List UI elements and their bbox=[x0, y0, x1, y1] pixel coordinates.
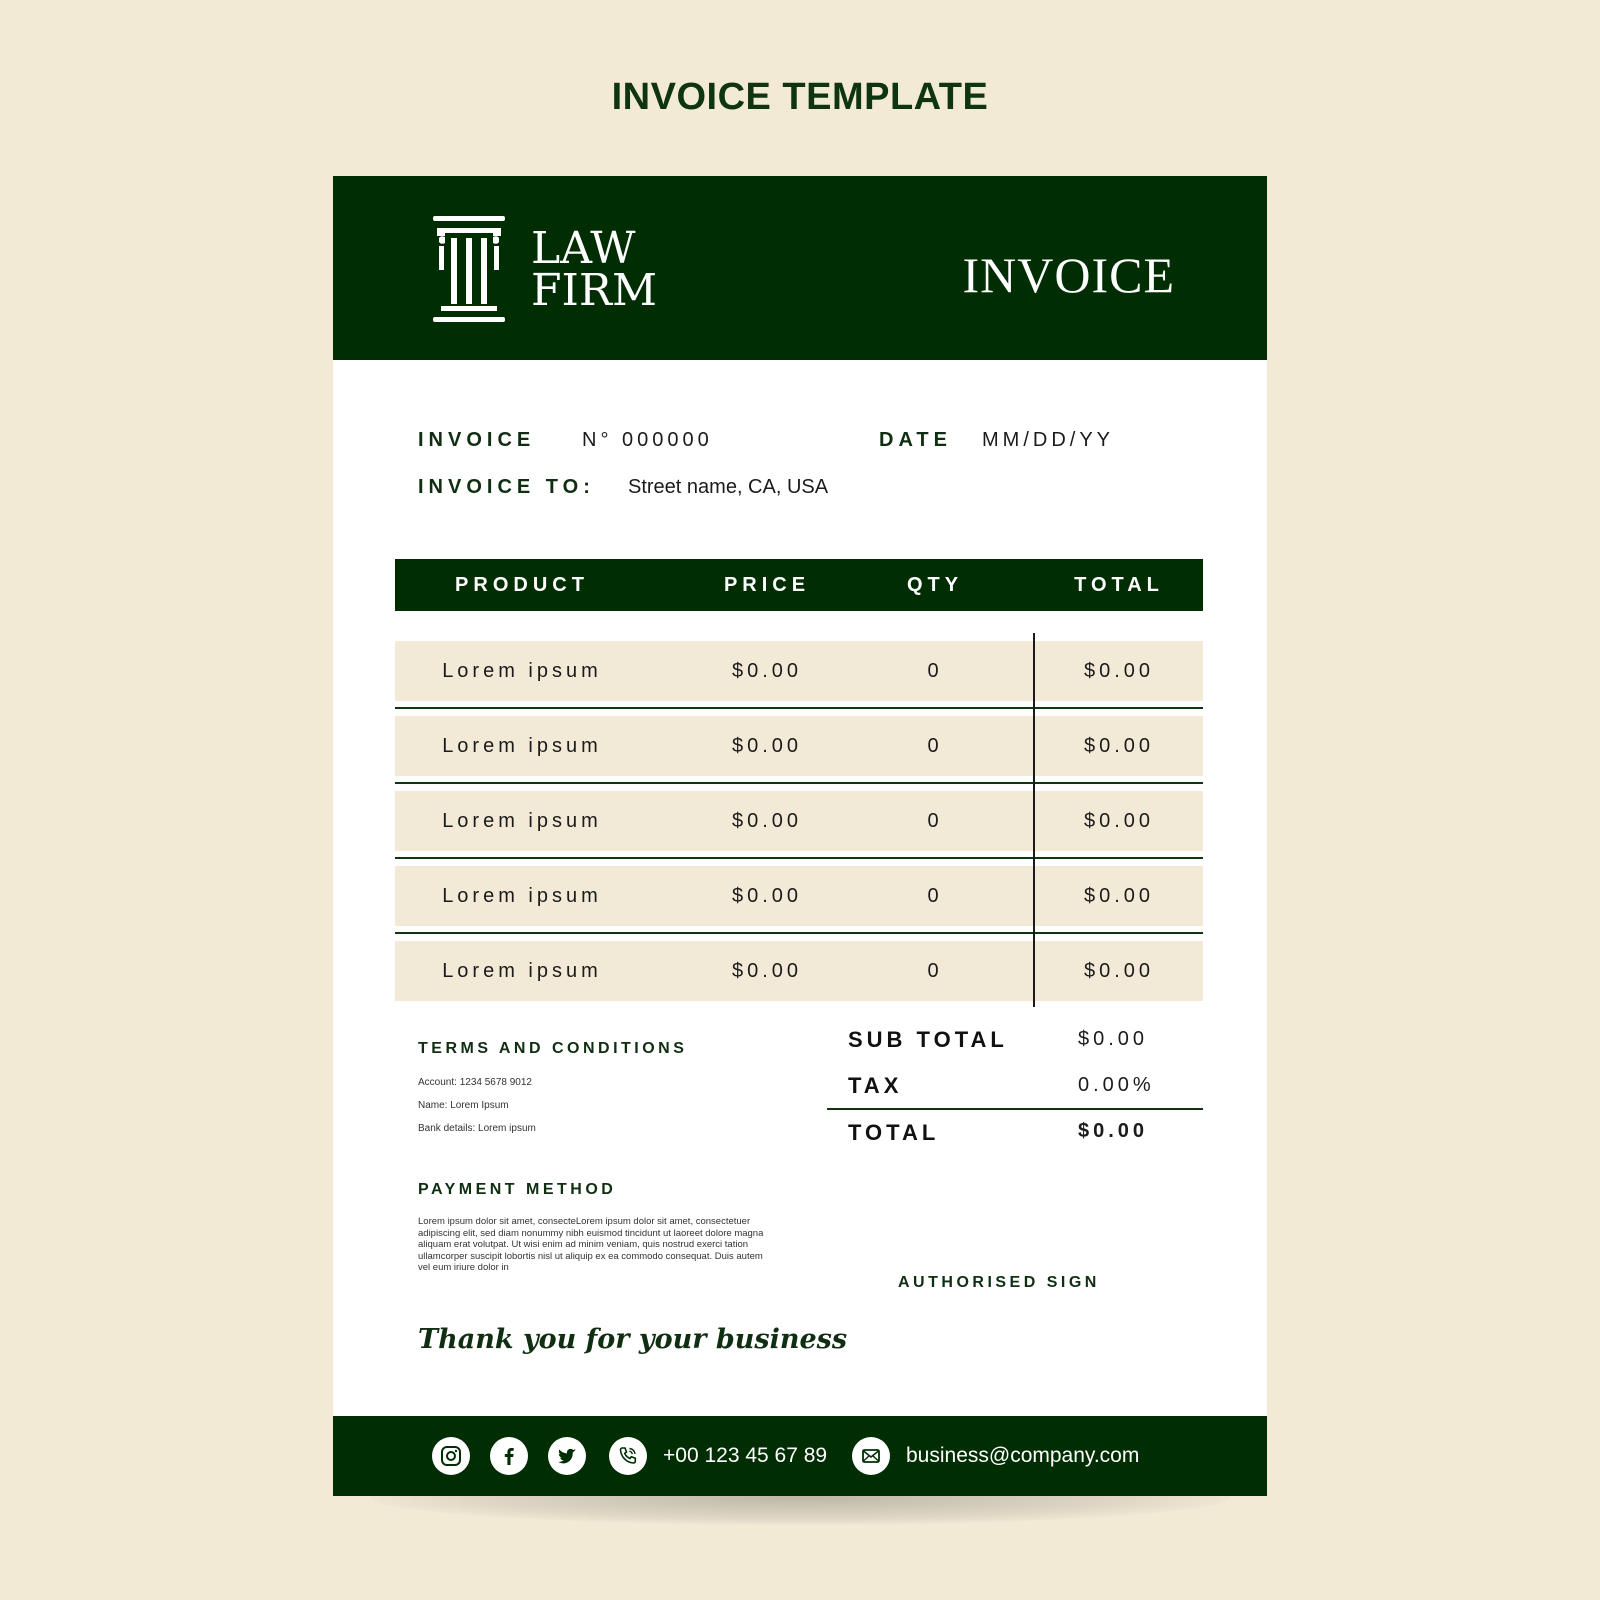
table-row bbox=[395, 716, 1203, 776]
row-divider bbox=[395, 782, 1203, 784]
table-row bbox=[395, 866, 1203, 926]
phone-icon[interactable] bbox=[609, 1437, 647, 1475]
row-total: $0.00 bbox=[1083, 810, 1155, 832]
date-value: MM/DD/YY bbox=[982, 429, 1114, 451]
thank-you-message: Thank you for your business bbox=[418, 1324, 848, 1355]
table-row bbox=[395, 791, 1203, 851]
footer-email[interactable]: business@company.com bbox=[906, 1444, 1140, 1467]
subtotal-value: $0.00 bbox=[1078, 1028, 1149, 1050]
facebook-icon[interactable] bbox=[490, 1437, 528, 1475]
payment-text: Lorem ipsum dolor sit amet, consecteLorem ipsum dolor sit amet, consectetuer adipiscing elit, sed diam nonummy nibh euismod tincidunt ut laoreet dolore magna aliquam erat volutpat. Ut wisi enim ad minim veniam, quis nostrud exerci tation ullamcorper suscipit lobortis nisl ut aliquip ex ea commodo consequat. Duis autem vel eum iriure dolor in bbox=[418, 1216, 764, 1273]
row-price: $0.00 bbox=[731, 735, 803, 757]
date-label: DATE bbox=[879, 429, 952, 451]
row-total: $0.00 bbox=[1083, 885, 1155, 907]
row-qty: 0 bbox=[927, 960, 943, 982]
row-product: Lorem ipsum bbox=[442, 660, 602, 682]
row-divider bbox=[395, 932, 1203, 934]
payment-heading: PAYMENT METHOD bbox=[418, 1181, 617, 1198]
row-product: Lorem ipsum bbox=[442, 735, 602, 757]
row-price: $0.00 bbox=[731, 660, 803, 682]
row-qty: 0 bbox=[927, 660, 943, 682]
summary-divider bbox=[827, 1108, 1203, 1110]
row-divider bbox=[395, 857, 1203, 859]
firm-name-line2: FIRM bbox=[531, 265, 658, 316]
total-column-divider bbox=[1033, 633, 1035, 1007]
table-header bbox=[395, 559, 1203, 611]
column-header-qty: QTY bbox=[906, 574, 964, 596]
header-invoice-title: INVOICE bbox=[962, 247, 1175, 303]
invoice-sheet bbox=[333, 176, 1267, 1496]
row-price: $0.00 bbox=[731, 885, 803, 907]
page-title: INVOICE TEMPLATE bbox=[611, 76, 989, 118]
firm-name bbox=[531, 223, 658, 316]
authorised-sign: AUTHORISED SIGN bbox=[898, 1274, 1100, 1291]
mail-icon[interactable] bbox=[852, 1437, 890, 1475]
row-product: Lorem ipsum bbox=[442, 810, 602, 832]
row-product: Lorem ipsum bbox=[442, 960, 602, 982]
terms-name: Name: Lorem Ipsum bbox=[418, 1100, 509, 1111]
column-header-price: PRICE bbox=[723, 574, 811, 596]
terms-heading: TERMS AND CONDITIONS bbox=[418, 1040, 688, 1057]
row-price: $0.00 bbox=[731, 810, 803, 832]
footer-phone: +00 123 45 67 89 bbox=[663, 1444, 828, 1467]
table-row bbox=[395, 941, 1203, 1001]
row-qty: 0 bbox=[927, 885, 943, 907]
twitter-icon[interactable] bbox=[548, 1437, 586, 1475]
row-total: $0.00 bbox=[1083, 735, 1155, 757]
total-label: TOTAL bbox=[848, 1120, 940, 1145]
table-row bbox=[395, 641, 1203, 701]
column-header-total: TOTAL bbox=[1074, 574, 1164, 596]
pillar-icon bbox=[431, 214, 507, 326]
firm-name-line1: LAW bbox=[531, 223, 636, 274]
row-total: $0.00 bbox=[1083, 960, 1155, 982]
terms-account: Account: 1234 5678 9012 bbox=[418, 1077, 532, 1088]
instagram-icon[interactable] bbox=[432, 1437, 470, 1475]
terms-bank: Bank details: Lorem ipsum bbox=[418, 1123, 536, 1134]
subtotal-label: SUB TOTAL bbox=[848, 1027, 1008, 1052]
invoice-to-value: Street name, CA, USA bbox=[628, 476, 829, 498]
tax-label: TAX bbox=[848, 1073, 903, 1098]
column-header-product: PRODUCT bbox=[455, 574, 589, 596]
row-qty: 0 bbox=[927, 735, 943, 757]
invoice-to-label: INVOICE TO: bbox=[418, 476, 595, 498]
row-total: $0.00 bbox=[1083, 660, 1155, 682]
tax-value: 0.00% bbox=[1078, 1074, 1155, 1096]
row-qty: 0 bbox=[927, 810, 943, 832]
invoice-footer bbox=[333, 1416, 1267, 1496]
invoice-number: N° 000000 bbox=[582, 429, 713, 451]
row-product: Lorem ipsum bbox=[442, 885, 602, 907]
invoice-header bbox=[333, 176, 1267, 360]
total-value: $0.00 bbox=[1078, 1120, 1149, 1142]
row-divider bbox=[395, 707, 1203, 709]
row-price: $0.00 bbox=[731, 960, 803, 982]
invoice-label: INVOICE bbox=[418, 429, 536, 451]
